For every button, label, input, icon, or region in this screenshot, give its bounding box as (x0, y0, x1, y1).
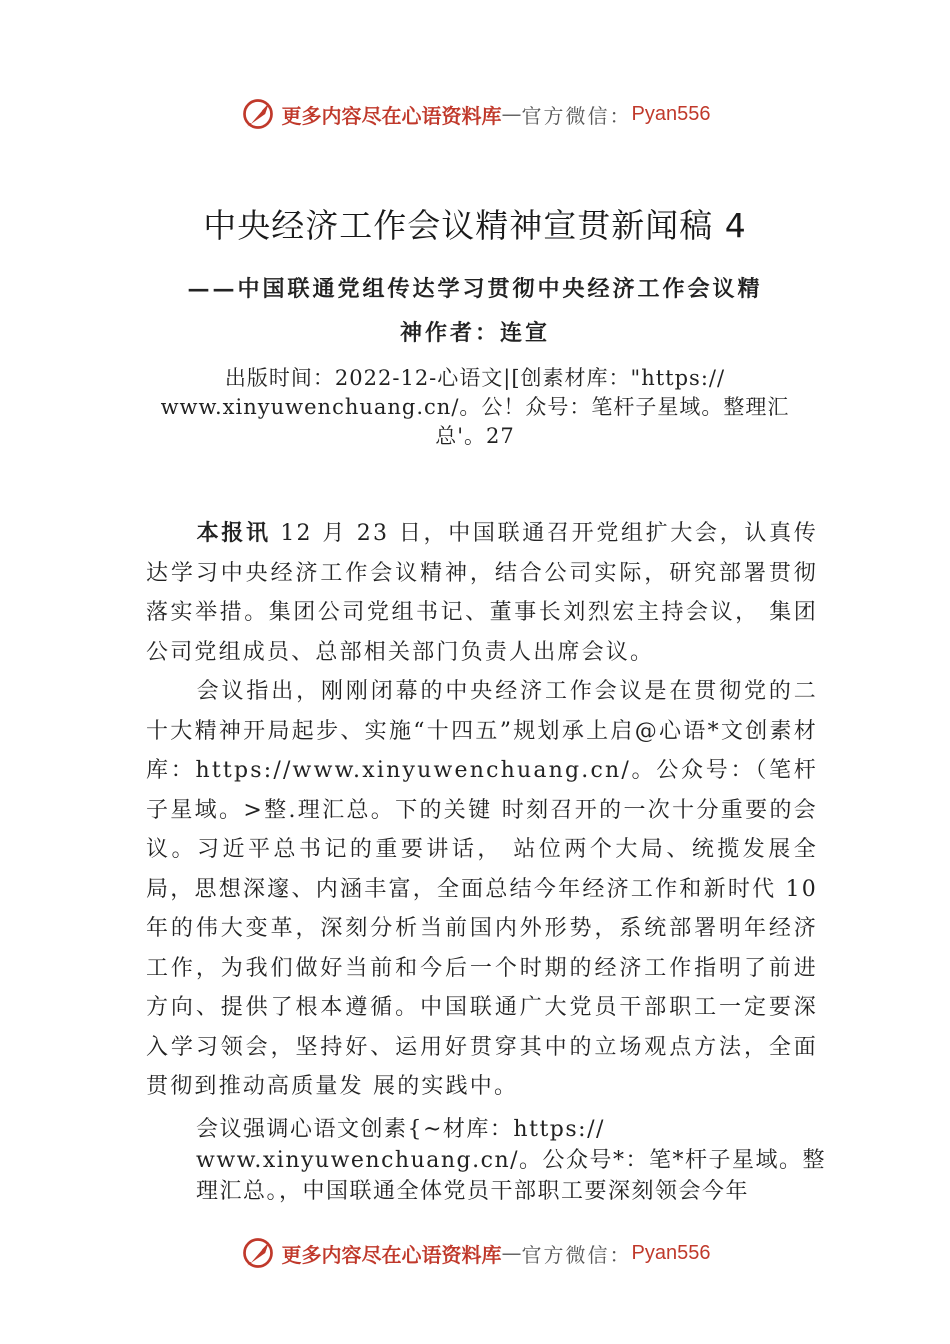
banner-brand: 更多内容尽在心语资料库 (281, 1242, 502, 1267)
banner-wechat-id: Pyan556 (631, 1241, 711, 1264)
banner-wechat-id: Pyan556 (631, 102, 711, 125)
quill-logo-icon (240, 1235, 276, 1271)
document-author: 神作者：连宣 (399, 320, 550, 346)
banner-brand: 更多内容尽在心语资料库 (281, 103, 502, 128)
paragraph-1-text: 12 月 23 日，中国联通召开党组扩大会，认真传达学习中央经济工作会议精神，结合公司实际，研究部署贯彻落实举措。集团公司党组书记、董事长刘烈宏主持会议， 集团公司党组成员、总部相关部门负责人出席会议。 (146, 521, 818, 665)
lead-label: 本报讯 (196, 520, 271, 546)
paragraph-2: 会议指出，刚刚闭幕的中央经济工作会议是在贯彻党的二十大精神开局起步、实施“十四五”规划承上启@心语*文创素材库：https://www.xinyuwenchuang.cn/。公众号：（笔杆子星域。>整.理汇总。下的关键 时刻召开的一次十分重要的会议。习近平总书记的重要讲话， 站位两个大局、统揽发展全局，思想深邃、内涵丰富，全面总结今年经济工作和新时代 10 年的伟大变革，深刻分析当前国内外形势，系统部署明年经济工作，为我们做好当前和今后一个时期的经济工作指明了前进方向、提供了根本遵循。中国联通广大党员干部职工一定要深入学习领会，坚持好、运用好贯穿其中的立场观点方法，全面贯彻到推动高质量发 展的实践中。 (146, 679, 818, 1099)
header-banner (0, 92, 950, 136)
paragraph-3: 会议强调心语文创素{~材库：https:// www.xinyuwenchuang.cn/。公众号*：笔*杆子星域。整理汇总。，中国联通全体党员干部职工要深刻领会今年 (196, 1117, 827, 1204)
document-subtitle: ——中国联通党组传达学习贯彻中央经济工作会议精 (187, 276, 763, 302)
article-body (146, 514, 818, 1107)
quill-logo-icon (240, 96, 276, 132)
publication-info: 出版时间：2022-12-心语文|[创素材库："https:// www.xinyuwenchuang.cn/。公！众号：笔杆子星域。整理汇总'。27 (160, 366, 790, 448)
banner-separator: — (501, 102, 522, 126)
banner-wechat-label: 官方微信： (521, 103, 632, 128)
footer-banner (0, 1231, 950, 1275)
banner-separator: — (501, 1241, 522, 1265)
paragraph-1 (146, 514, 818, 672)
banner-wechat-label: 官方微信： (521, 1242, 632, 1267)
document-title: 中央经济工作会议精神宣贯新闻稿 4 (203, 206, 747, 245)
